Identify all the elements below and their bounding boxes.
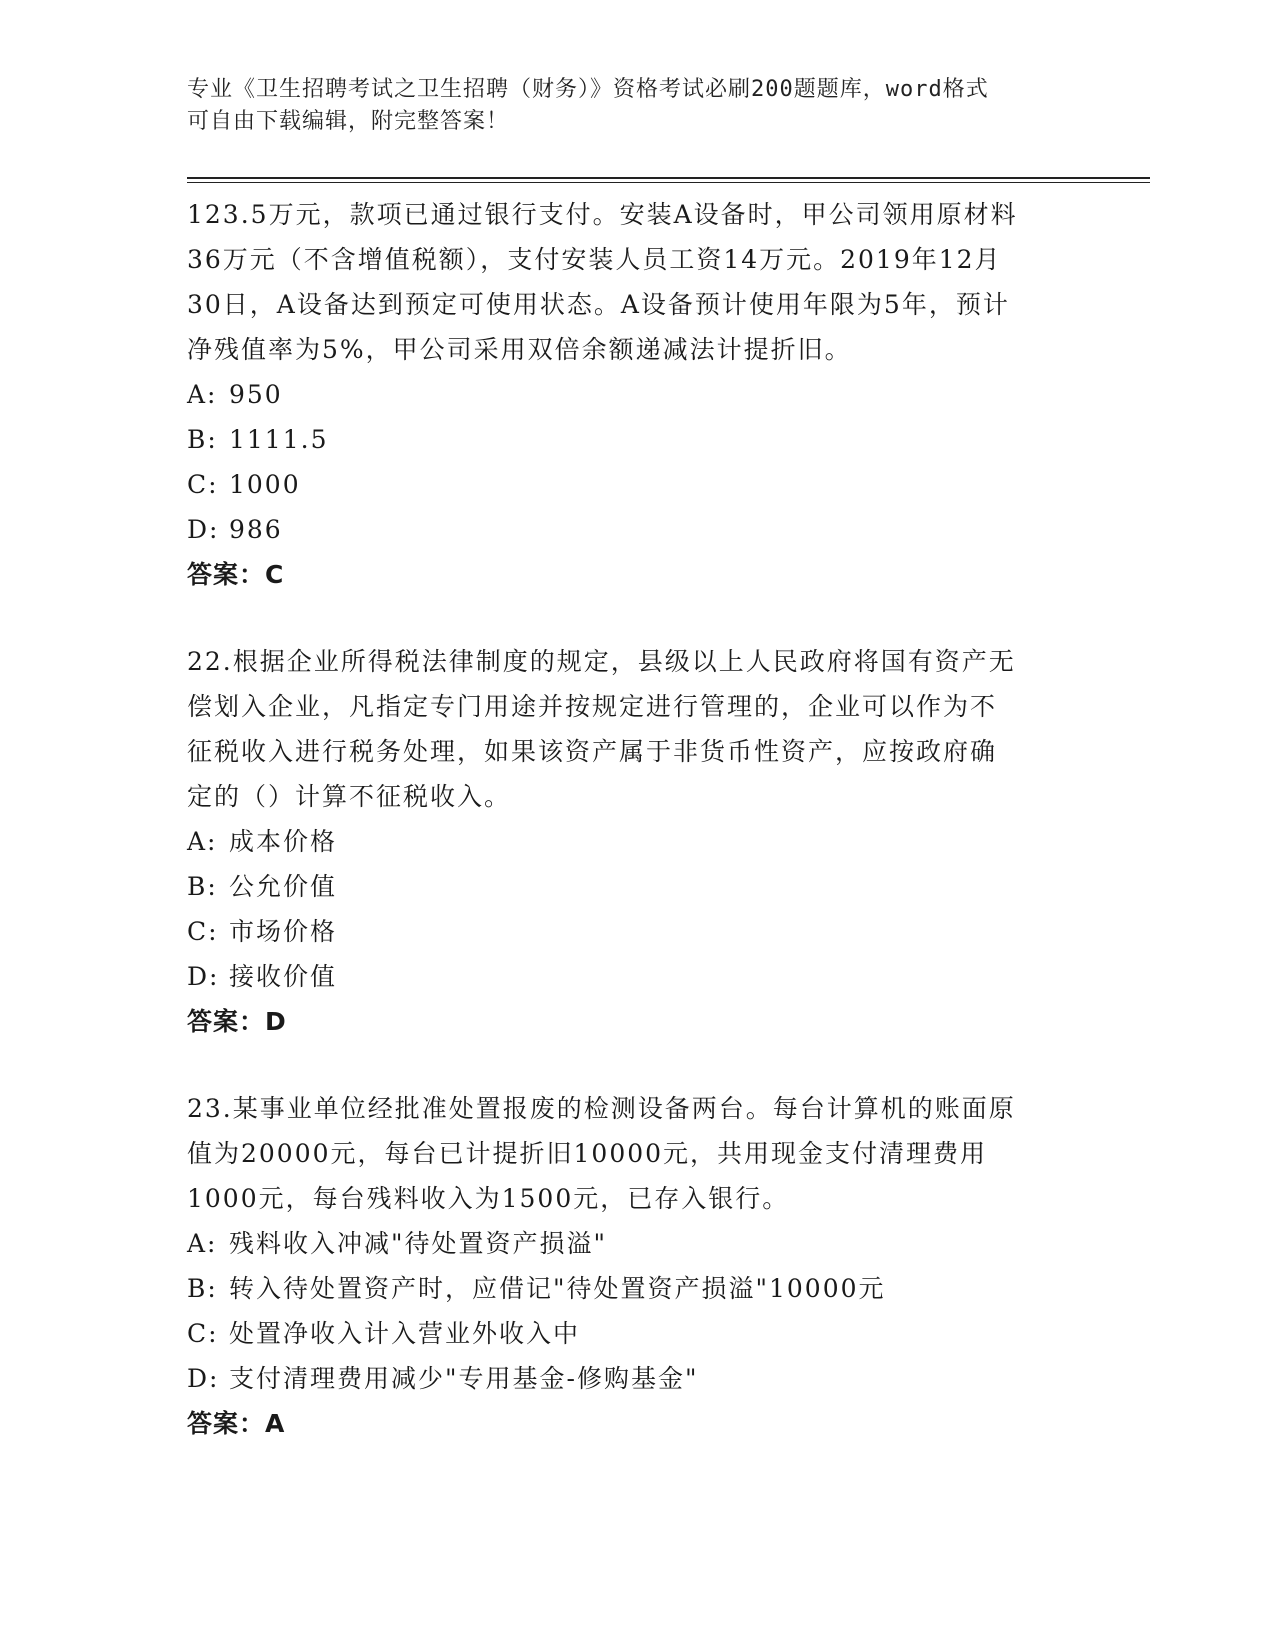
option-text: 支付清理费用减少"专用基金-修购基金" <box>229 1364 699 1393</box>
option-d <box>187 1356 1087 1401</box>
option-a <box>187 819 1087 864</box>
option-b <box>187 417 1087 462</box>
question-text-line: 值为20000元，每台已计提折旧10000元，共用现金支付清理费用 <box>187 1139 988 1168</box>
option-text: 公允价值 <box>229 872 338 901</box>
option-b <box>187 1266 1087 1311</box>
option-letter: C: <box>187 917 219 946</box>
option-letter: A: <box>187 1229 218 1258</box>
option-letter: C: <box>187 1319 219 1348</box>
question-block <box>187 1086 1087 1446</box>
option-d <box>187 507 1087 552</box>
question-text-line: 30日，A设备达到预定可使用状态。A设备预计使用年限为5年，预计 <box>187 290 1010 319</box>
option-c <box>187 909 1087 954</box>
option-text: 成本价格 <box>229 827 338 856</box>
option-letter: B: <box>187 1274 218 1303</box>
option-text: 处置净收入计入营业外收入中 <box>229 1319 581 1348</box>
question-block <box>187 639 1087 1044</box>
answer-label: 答案：A <box>187 1409 286 1438</box>
option-text: 1111.5 <box>229 425 329 454</box>
option-text: 950 <box>229 380 283 409</box>
option-text: 986 <box>229 515 283 544</box>
header-line: 专业《卫生招聘考试之卫生招聘（财务）》资格考试必刷200题题库，word格式 <box>187 77 989 102</box>
option-a <box>187 1221 1087 1266</box>
option-text: 残料收入冲减"待处置资产损溢" <box>229 1229 607 1258</box>
question-block <box>187 192 1087 597</box>
question-text-line: 征税收入进行税务处理，如果该资产属于非货币性资产，应按政府确 <box>187 737 998 766</box>
question-text-line: 净残值率为5%，甲公司采用双倍余额递减法计提折旧。 <box>187 335 852 364</box>
question-text-line: 偿划入企业，凡指定专门用途并按规定进行管理的，企业可以作为不 <box>187 692 998 721</box>
question-text-line: 123.5万元，款项已通过银行支付。安装A设备时，甲公司领用原材料 <box>187 200 1018 229</box>
question-text-line: 23.某事业单位经批准处置报废的检测设备两台。每台计算机的账面原 <box>187 1094 1016 1123</box>
option-letter: A: <box>187 380 218 409</box>
option-letter: C: <box>187 470 219 499</box>
question-list <box>187 192 1087 1446</box>
option-letter: A: <box>187 827 218 856</box>
option-d <box>187 954 1087 999</box>
question-text-line: 36万元（不含增值税额），支付安装人员工资14万元。2019年12月 <box>187 245 1002 274</box>
answer-label: 答案：D <box>187 1007 287 1036</box>
option-c <box>187 462 1087 507</box>
option-text: 1000 <box>229 470 301 499</box>
option-letter: D: <box>187 962 220 991</box>
option-letter: B: <box>187 425 218 454</box>
question-text-line: 定的（）计算不征税收入。 <box>187 782 512 811</box>
header-line: 可自由下载编辑，附完整答案！ <box>187 109 510 134</box>
header-divider <box>187 177 1150 179</box>
answer-label: 答案：C <box>187 560 285 589</box>
option-c <box>187 1311 1087 1356</box>
option-a <box>187 372 1087 417</box>
option-text: 转入待处置资产时，应借记"待处置资产损溢"10000元 <box>229 1274 886 1303</box>
option-text: 市场价格 <box>229 917 338 946</box>
option-b <box>187 864 1087 909</box>
question-text-line: 1000元，每台残料收入为1500元，已存入银行。 <box>187 1184 790 1213</box>
header-divider-thin <box>187 182 1150 183</box>
option-letter: D: <box>187 1364 220 1393</box>
question-text-line: 22.根据企业所得税法律制度的规定，县级以上人民政府将国有资产无 <box>187 647 1016 676</box>
option-letter: D: <box>187 515 220 544</box>
option-text: 接收价值 <box>229 962 338 991</box>
option-letter: B: <box>187 872 218 901</box>
document-header <box>187 74 1067 138</box>
